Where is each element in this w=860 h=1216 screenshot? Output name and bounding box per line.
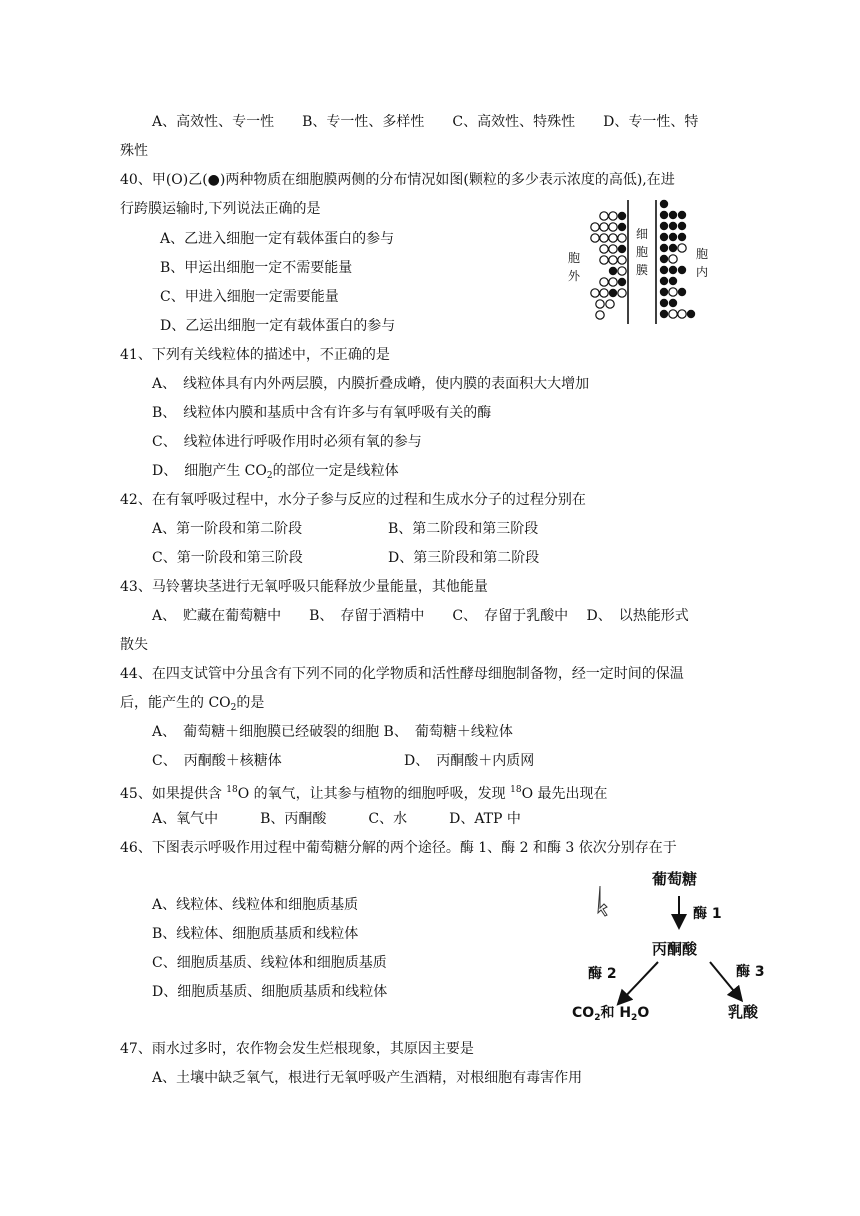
q44-stem-line1: 44、在四支试管中分虽含有下列不同的化学物质和活性酵母细胞制备物，经一定时间的保温 <box>120 666 684 682</box>
q41-option-d <box>152 461 399 486</box>
q41-option-d-suffix: 的部位一定是线粒体 <box>272 463 399 479</box>
q41-option-b: B、 线粒体内膜和基质中含有许多与有氧呼吸有关的酶 <box>152 405 492 421</box>
arrow-enzyme3 <box>710 962 738 996</box>
enzyme2-label: 酶 2 <box>588 966 617 982</box>
q44-stem-line2-suffix: 的是 <box>236 695 265 711</box>
q43-options-continuation: 散失 <box>120 637 148 653</box>
membrane-label-2: 胞 <box>636 245 649 259</box>
q42-option-a: A、第一阶段和第二阶段 <box>152 521 303 537</box>
q39-options: A、高效性、专一性 B、专一性、多样性 C、高效性、特殊性 D、专一性、特 <box>152 114 699 130</box>
q46-option-c: C、细胞质基质、线粒体和细胞质基质 <box>152 955 387 971</box>
q43-options: A、 贮藏在葡萄糖中 B、 存留于酒精中 C、 存留于乳酸中 D、 以热能形式 <box>152 608 689 624</box>
q45-options: A、氧气中 B、丙酮酸 C、水 D、ATP 中 <box>152 811 521 827</box>
q44-stem-line2 <box>120 693 264 718</box>
q40-stem-line1: 40、甲(O)乙(●)两种物质在细胞膜两侧的分布情况如图(颗粒的多少表示浓度的高低),在进 <box>120 172 675 188</box>
q46-stem: 46、下图表示呼吸作用过程中葡萄糖分解的两个途径。酶 1、酶 2 和酶 3 依次分别存在于 <box>120 840 677 856</box>
outside-label-2: 外 <box>568 269 581 283</box>
co2-prefix: CO <box>572 1005 595 1021</box>
q47-stem: 47、雨水过多时，农作物会发生烂根现象，其原因主要是 <box>120 1041 474 1057</box>
co2-mid: 和 H <box>600 1005 632 1021</box>
q44-option-d: D、 丙酮酸＋内质网 <box>404 753 535 769</box>
inside-particles <box>660 200 695 318</box>
q45-stem-mid: O 的氧气，让其参与植物的细胞呼吸，发现 <box>237 786 511 802</box>
q40-option-b: B、甲运出细胞一定不需要能量 <box>160 260 353 276</box>
q45-stem-suffix: O 最先出现在 <box>521 786 608 802</box>
q45-sup1: 18 <box>226 785 238 795</box>
q40-option-a: A、乙进入细胞一定有载体蛋白的参与 <box>160 231 395 247</box>
q42-stem: 42、在有氧呼吸过程中，水分子参与反应的过程和生成水分子的过程分别在 <box>120 492 586 508</box>
membrane-label-3: 膜 <box>636 263 649 277</box>
lactic-acid-label: 乳酸 <box>728 1003 759 1021</box>
q45-sup2: 18 <box>510 785 522 795</box>
q41-option-c: C、 线粒体进行呼吸作用时必须有氧的参与 <box>152 434 422 450</box>
q41-option-a: A、 线粒体具有内外两层膜，内膜折叠成嵴，使内膜的表面积大大增加 <box>152 376 590 392</box>
q44-option-c: C、 丙酮酸＋核糖体 <box>152 753 282 769</box>
membrane-label-1: 细 <box>636 227 649 241</box>
cursor-icon <box>598 886 607 916</box>
q41-stem: 41、下列有关线粒体的描述中，不正确的是 <box>120 347 390 363</box>
q46-option-a: A、线粒体、线粒体和细胞质基质 <box>152 897 359 913</box>
membrane-diagram <box>560 196 710 326</box>
q45-stem <box>120 780 608 804</box>
q42-option-d: D、第三阶段和第二阶段 <box>388 550 540 566</box>
q42-option-c: C、第一阶段和第三阶段 <box>152 550 303 566</box>
q47-option-a: A、土壤中缺乏氧气，根进行无氧呼吸产生酒精，对根细胞有毒害作用 <box>152 1070 583 1086</box>
outside-label-1: 胞 <box>568 251 581 265</box>
enzyme1-label: 酶 1 <box>693 906 722 922</box>
h2o-sub: 2 <box>631 1013 638 1022</box>
product-co2-h2o <box>572 1004 649 1022</box>
glucose-label: 葡萄糖 <box>652 870 698 888</box>
q39-options-continuation: 殊性 <box>120 143 148 159</box>
q45-stem-prefix: 45、如果提供含 <box>120 786 227 802</box>
q46-option-d: D、细胞质基质、细胞质基质和线粒体 <box>152 984 388 1000</box>
q40-option-c: C、甲进入细胞一定需要能量 <box>160 289 339 305</box>
q41-option-d-prefix: D、 细胞产生 CO <box>152 463 267 479</box>
inside-label-1: 胞 <box>696 247 709 261</box>
q44-option-ab: A、 葡萄糖＋细胞膜已经破裂的细胞 B、 葡萄糖＋线粒体 <box>152 724 513 740</box>
q44-stem-line2-prefix: 后，能产生的 CO <box>120 695 231 711</box>
enzyme3-label: 酶 3 <box>736 964 765 980</box>
inside-label-2: 内 <box>696 265 709 279</box>
q42-option-b: B、第二阶段和第三阶段 <box>388 521 539 537</box>
glucose-pathway-diagram <box>560 862 780 1022</box>
q44-stem-line2-sub: 2 <box>230 703 237 713</box>
co2-sub: 2 <box>594 1013 601 1022</box>
q40-option-d: D、乙运出细胞一定有载体蛋白的参与 <box>160 318 396 334</box>
q46-option-b: B、线粒体、细胞质基质和线粒体 <box>152 926 359 942</box>
arrow-enzyme2 <box>622 962 658 1000</box>
q43-stem: 43、马铃薯块茎进行无氧呼吸只能释放少量能量，其他能量 <box>120 579 488 595</box>
outside-particles <box>591 212 626 319</box>
pyruvate-label: 丙酮酸 <box>652 940 698 958</box>
h2o-suffix: O <box>637 1005 650 1021</box>
q41-option-d-sub: 2 <box>266 471 273 481</box>
q40-stem-line2: 行跨膜运输时,下列说法正确的是 <box>120 201 321 217</box>
